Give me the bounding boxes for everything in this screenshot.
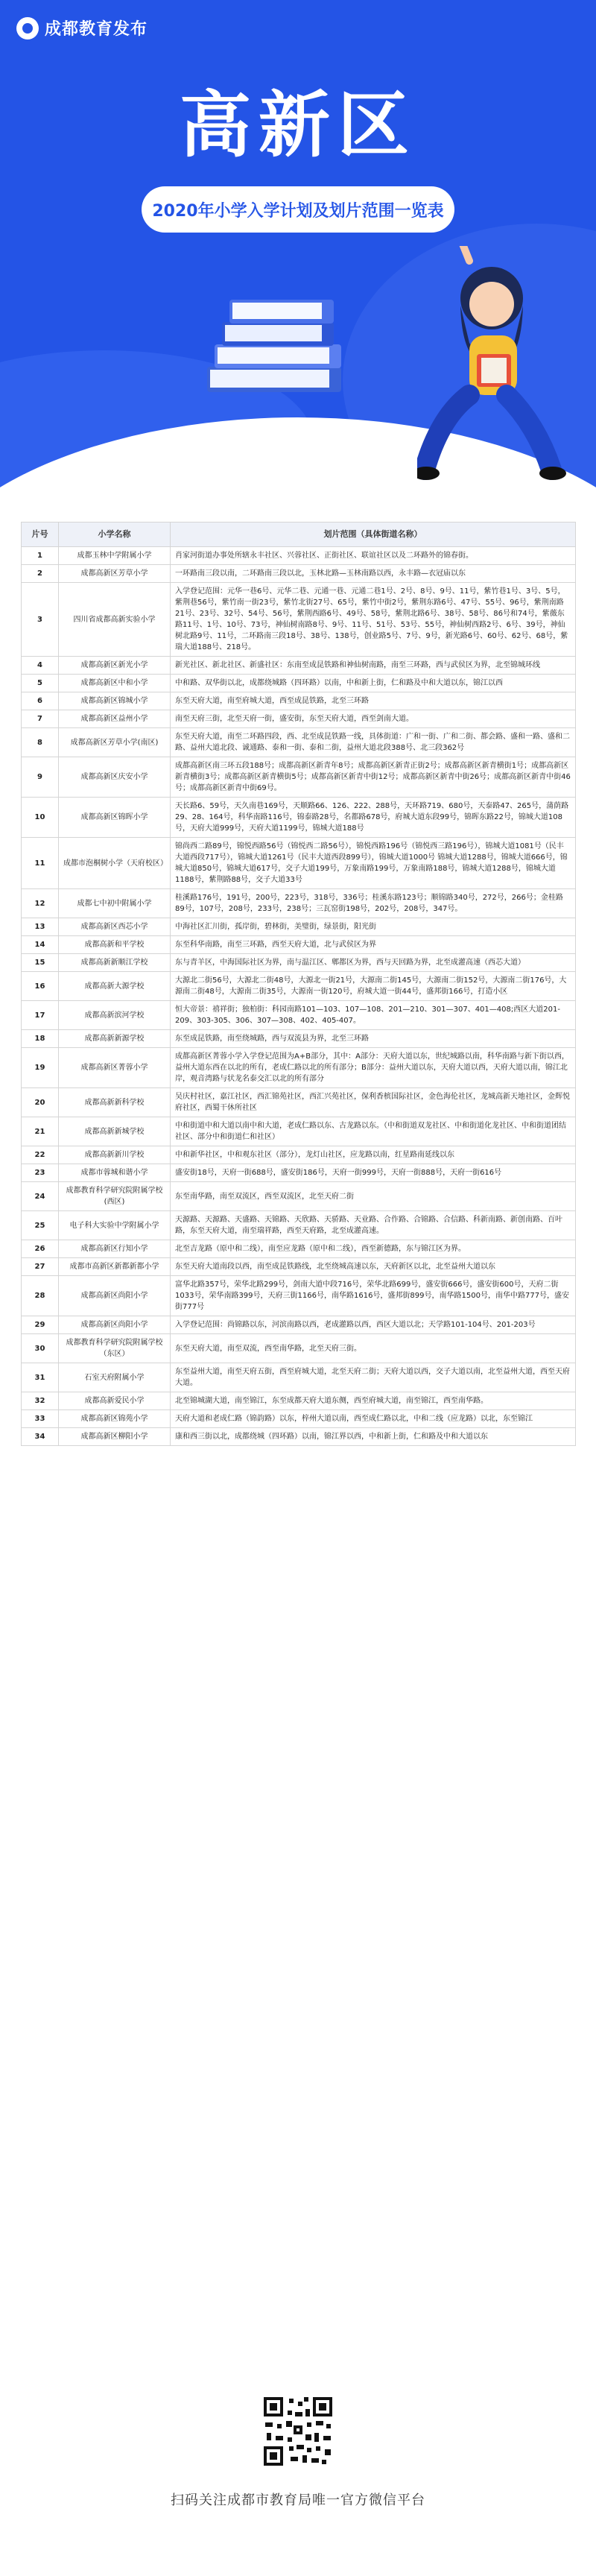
cell-number: 21 xyxy=(22,1117,59,1146)
cell-school-name: 成都高新区尚阳小学 xyxy=(59,1316,171,1334)
table-row xyxy=(22,1428,576,1446)
cell-zoning-range: 东至科华南路，南至三环路，西至天府大道，北与武侯区为界 xyxy=(171,936,576,954)
cell-school-name: 成都高新新城学校 xyxy=(59,1117,171,1146)
cell-school-name: 成都高新和平学校 xyxy=(59,936,171,954)
table-row xyxy=(22,889,576,918)
cell-zoning-range: 北至吉龙路（原中和二线），南至应龙路（原中和二线），西至新德路，东与锦江区为界。 xyxy=(171,1240,576,1258)
table-row xyxy=(22,1146,576,1164)
cell-number: 30 xyxy=(22,1334,59,1363)
cell-school-name: 成都高新区柳阳小学 xyxy=(59,1428,171,1446)
cell-number: 9 xyxy=(22,757,59,798)
cell-number: 13 xyxy=(22,918,59,936)
cell-number: 31 xyxy=(22,1363,59,1392)
cell-school-name: 成都高新区菁蓉小学 xyxy=(59,1048,171,1088)
brand-name: 成都教育发布 xyxy=(45,20,148,39)
cell-school-name: 成都高新区锦城小学 xyxy=(59,692,171,710)
cell-number: 1 xyxy=(22,547,59,565)
cell-zoning-range: 东至天府大道，南至二环路四段，西、北至成昆铁路一线，具体街道：广和一街、广和二街、都会路、盛和一路、盛和二路、益州大道北段、诚通路、泰和一街、泰和二街，益州大道北段388号、北三段362号 xyxy=(171,728,576,757)
cell-school-name: 成都高新区庆安小学 xyxy=(59,757,171,798)
table-row xyxy=(22,954,576,972)
cell-zoning-range: 中和路、双华街以北，成都绕城路（四环路）以南，中和新上街，仁和路及中和大道以东，锦江以西 xyxy=(171,675,576,692)
cell-number: 33 xyxy=(22,1410,59,1428)
table-row xyxy=(22,1392,576,1410)
cell-zoning-range: 入学登记范围：尚锦路以东，河滨南路以西，老成灌路以西，西区大道以北；天学路101-104号、201-203号 xyxy=(171,1316,576,1334)
cell-number: 7 xyxy=(22,710,59,728)
cell-number: 10 xyxy=(22,798,59,838)
cell-zoning-range: 中和街道中和大道以南中和大道，老成仁路以东、古龙路以东。（中和街道双龙社区、中和街道化龙社区、中和街道团结社区、部分中和街道仁和社区） xyxy=(171,1117,576,1146)
cell-school-name: 成都高新区锦晖小学 xyxy=(59,798,171,838)
cell-school-name: 成都高新区芳草小学(南区) xyxy=(59,728,171,757)
table-row xyxy=(22,1363,576,1392)
cell-number: 6 xyxy=(22,692,59,710)
cell-school-name: 成都高新区尚阳小学 xyxy=(59,1276,171,1316)
brand-logo-icon xyxy=(16,17,39,40)
cell-zoning-range: 东至南华路，南至双流区，西至双流区，北至天府二街 xyxy=(171,1182,576,1211)
cell-zoning-range: 盛安街18号，天府一街688号，盛安街186号，天府一街999号，天府一街888号，天府一街616号 xyxy=(171,1164,576,1182)
cell-zoning-range: 成都高新区南三环五段188号；成都高新区新青年8号；成都高新区新青正街2号；成都高新区新青横街1号；成都高新区新青横街3号；成都高新区新青横街5号；成都高新区新青中街12号；成都高新区新青中街26号；成都高新区新青中街46号；成都高新区新青中街69号。 xyxy=(171,757,576,798)
column-header-no: 片号 xyxy=(22,523,59,547)
table-row xyxy=(22,1117,576,1146)
footer-caption: 扫码关注成都市教育局唯一官方微信平台 xyxy=(171,2493,425,2508)
table-row xyxy=(22,1182,576,1211)
books-icon xyxy=(200,292,356,404)
cell-zoning-range: 肖家河街道办事处所辖永丰社区、兴蓉社区、正街社区、联谊社区以及二环路外的锦春街。 xyxy=(171,547,576,565)
table-header-row xyxy=(22,523,576,547)
cell-school-name: 成都市高新区新都新都小学 xyxy=(59,1258,171,1276)
table-row xyxy=(22,1258,576,1276)
cell-number: 4 xyxy=(22,657,59,675)
student-icon xyxy=(417,246,566,484)
cell-number: 12 xyxy=(22,889,59,918)
cell-number: 5 xyxy=(22,675,59,692)
cell-number: 27 xyxy=(22,1258,59,1276)
cell-school-name: 成都高新新川学校 xyxy=(59,1146,171,1164)
cell-number: 26 xyxy=(22,1240,59,1258)
cell-school-name: 成都市蓉城和谐小学 xyxy=(59,1164,171,1182)
cell-zoning-range: 新光社区、新北社区、新盛社区：东南至成昆铁路和神仙树南路，南至三环路，西与武侯区为界，北至锦城环线 xyxy=(171,657,576,675)
cell-zoning-range: 入学登记范围：元华一巷6号、元华二巷、元通一巷、元通二巷1号、2号、8号、9号、11号，紫竹巷1号、3号、5号，紫荆巷56号，紫竹南一街23号，紫竹北街27号、65号，紫竹中街2号，紫荆东路6号、47号、55号、96号，紫荆南路21号、23号、32号、54号、56号，紫荆西路6号、49号、58号，紫荆北路6号、38号、58号、86号和74号，紫薇东路11号、1号、10号、73号，神仙树南路8号、9号、11号、51号、53号、55号，神仙树西路2号、6号、39号，神仙树北路9号、11号，二环路南三段18号、38号、138号，创业路5号、7号、9号，新光路6号、60号、62号、68号，紫瑞大道188号、218号。 xyxy=(171,583,576,657)
table-row xyxy=(22,583,576,657)
table-row xyxy=(22,692,576,710)
cell-zoning-range: 天长路6、59号，天久南巷169号，天顺路66、126、222、288号，天环路719、680号，天泰路47、265号，蒲荫路29、28、164号，科华南路116号，锦泰路28号，名都路678号，府城大道东段99号，锦晖东路22号，锦城大道108号，天府大道999号，天府大道1199号，锦城大道188号 xyxy=(171,798,576,838)
cell-zoning-range: 桂溪路176号，191号，200号，223号，318号，336号；桂溪东路123号；顺锦路340号，272号，266号；金桂路89号，107号，208号，233号，238号；三瓦窑街198号，202号，208号，347号。 xyxy=(171,889,576,918)
cell-zoning-range: 康和西三街以北，成都绕城（四环路）以南，锦江界以西，中和新上街，仁和路及中和大道以东 xyxy=(171,1428,576,1446)
cell-zoning-range: 东至天府大道，南至府城大道，西至成昆铁路，北至三环路 xyxy=(171,692,576,710)
cell-number: 24 xyxy=(22,1182,59,1211)
table-row xyxy=(22,936,576,954)
cell-zoning-range: 大源北二街56号，大源北二街48号，大源北一街21号，大源南二街145号，大源南二街152号，大源南二街176号，大源南二街48号，大源南二街35号，大源南一街120号，府城大道一街44号，盛邦街166号，打造小区 xyxy=(171,972,576,1001)
cell-zoning-range: 天府大道和老成仁路（锦韵路）以东，梓州大道以南，西至成仁路以北，中和二线（应龙路）以北，东至锦江 xyxy=(171,1410,576,1428)
table-row xyxy=(22,1164,576,1182)
cell-school-name: 成都市泡桐树小学（天府校区） xyxy=(59,838,171,889)
cell-number: 32 xyxy=(22,1392,59,1410)
table-row xyxy=(22,1240,576,1258)
table-row xyxy=(22,1001,576,1030)
cell-school-name: 成都高新大源学校 xyxy=(59,972,171,1001)
cell-zoning-range: 北至锦城湖大道，南至锦江，东至成都天府大道东侧，西至府城大道，南至锦江，西至南华路。 xyxy=(171,1392,576,1410)
cell-zoning-range: 东至益州大道，南至天府五街，西至府城大道，北至天府二街；天府大道以西，交子大道以南，北至益州大道，西至天府大道。 xyxy=(171,1363,576,1392)
column-header-school: 小学名称 xyxy=(59,523,171,547)
cell-zoning-range: 恒大帝景：禧祥街；独柏街：科园南路101—103、107—108、201—210、301—307、401—408;西区大道201-209、303-305、306、307—308、402、405-407。 xyxy=(171,1001,576,1030)
column-header-range: 划片范围（具体街道名称） xyxy=(171,523,576,547)
cell-number: 19 xyxy=(22,1048,59,1088)
qr-code[interactable] xyxy=(262,2396,334,2467)
cell-school-name: 成都高新区锦苑小学 xyxy=(59,1410,171,1428)
table-row xyxy=(22,1276,576,1316)
table-row xyxy=(22,1334,576,1363)
cell-school-name: 成都高新区中和小学 xyxy=(59,675,171,692)
cell-school-name: 成都教育科学研究院附属学校(西区) xyxy=(59,1182,171,1211)
cell-number: 17 xyxy=(22,1001,59,1030)
cell-school-name: 成都高新新科学校 xyxy=(59,1088,171,1117)
cell-number: 15 xyxy=(22,954,59,972)
table-row xyxy=(22,972,576,1001)
table-body xyxy=(22,547,576,1446)
table-row xyxy=(22,757,576,798)
cell-number: 28 xyxy=(22,1276,59,1316)
table-row xyxy=(22,1030,576,1048)
cell-school-name: 成都高新新源学校 xyxy=(59,1030,171,1048)
cell-zoning-range: 富华北路357号，荣华北路299号，剑南大道中段716号，荣华北路699号，盛安街666号，盛安街600号，天府二街1033号，荣华南路399号，天府三街1166号，南华路1616号，盛邦街899号，南华路1500号，南华中路777号，盛安街777号 xyxy=(171,1276,576,1316)
cell-number: 11 xyxy=(22,838,59,889)
cell-school-name: 成都高新滨河学校 xyxy=(59,1001,171,1030)
books-illustration xyxy=(200,292,356,404)
cell-school-name: 成都高新区益州小学 xyxy=(59,710,171,728)
cell-school-name: 成都教育科学研究院附属学校（东区） xyxy=(59,1334,171,1363)
qr-code-icon xyxy=(262,2396,334,2467)
table-row xyxy=(22,798,576,838)
cell-school-name: 成都高新区行知小学 xyxy=(59,1240,171,1258)
table-row xyxy=(22,657,576,675)
cell-zoning-range: 南至天府三街，北至天府一街，盛安街，东至天府大道，西至剑南大道。 xyxy=(171,710,576,728)
cell-number: 20 xyxy=(22,1088,59,1117)
cell-zoning-range: 锦尚西二路89号，锦悦西路56号（锦悦西二路56号），锦悦西路196号（锦悦西三路196号），锦城大道1081号（民丰大道西段717号），锦城大道1261号（民丰大道西段899号），锦城大道1000号 锦城大道1288号，锦城大道666号，锦城大道850号，锦城大道617号，交子大道199号，万象南路199号，万象南路188号，锦城大道1288号，锦城大道1188号，紫荆路88号，交子大道33号 xyxy=(171,838,576,889)
cell-zoning-range: 吴庆村社区，嘉江社区，西汇锦苑社区，西汇兴苑社区，保利香槟国际社区，金色海伦社区，龙城高新天地社区，金辉悦府社区，西蜀干休所社区 xyxy=(171,1088,576,1117)
enrollment-table-wrapper xyxy=(21,522,575,1446)
cell-zoning-range: 东至天府大道南段以西，南至成昆铁路线，北至绕城高速以东，天府新区以北，北至益州大道以东 xyxy=(171,1258,576,1276)
cell-zoning-range: 成都高新区菁蓉小学入学登记范围为A+B部分，其中：A部分：天府大道以东，世纪城路以南，科华南路与新下街以西，益州大道东西在以北的所有，老成仁路以北的所有部分；B部分：益州大道以东，天府大道以西，天府大道以南，锦江北岸，观音湾路与状龙名泰交汇以北的所有部分 xyxy=(171,1048,576,1088)
table-row xyxy=(22,838,576,889)
cell-zoning-range: 东至天府大道，南至双流，西至南华路，北至天府三街。 xyxy=(171,1334,576,1363)
cell-school-name: 成都玉林中学附属小学 xyxy=(59,547,171,565)
hero-banner xyxy=(0,0,596,514)
table-row xyxy=(22,918,576,936)
cell-number: 14 xyxy=(22,936,59,954)
cell-zoning-range: 天源路、天源路、天盛路、天锦路、天欣路、天骄路、天业路、合作路、合锦路、合信路、科新南路、新创南路、百叶路，东至天府大道，南至瑞祥路，西至天府路，北至成灌高速。 xyxy=(171,1211,576,1240)
enrollment-table xyxy=(21,522,576,1446)
page-title: 高新区 xyxy=(180,83,416,167)
table-row xyxy=(22,565,576,583)
table-row xyxy=(22,675,576,692)
cell-school-name: 成都高新爱民小学 xyxy=(59,1392,171,1410)
cell-number: 34 xyxy=(22,1428,59,1446)
cell-zoning-range: 一环路南三段以南，二环路南三段以北，玉林北路—玉林南路以西，永丰路—衣冠庙以东 xyxy=(171,565,576,583)
table-row xyxy=(22,1211,576,1240)
table-row xyxy=(22,728,576,757)
page-subtitle: 2020年小学入学计划及划片范围一览表 xyxy=(142,186,454,233)
table-row xyxy=(22,1088,576,1117)
cell-number: 25 xyxy=(22,1211,59,1240)
cell-school-name: 成都高新区新光小学 xyxy=(59,657,171,675)
cell-number: 23 xyxy=(22,1164,59,1182)
cell-zoning-range: 东与青羊区，中海国际社区为界，南与温江区、郫都区为界，西与天回路为界，北至成灌高速（西芯大道） xyxy=(171,954,576,972)
table-row xyxy=(22,1048,576,1088)
cell-number: 3 xyxy=(22,583,59,657)
cell-school-name: 石室天府附属小学 xyxy=(59,1363,171,1392)
table-row xyxy=(22,1316,576,1334)
table-row xyxy=(22,1410,576,1428)
cell-school-name: 电子科大实验中学附属小学 xyxy=(59,1211,171,1240)
cell-school-name: 成都高新新顺江学校 xyxy=(59,954,171,972)
cell-number: 22 xyxy=(22,1146,59,1164)
cell-zoning-range: 中海社区汇川街，孤岸街，碧林街，美璧街，绿景街，阳光街 xyxy=(171,918,576,936)
table-row xyxy=(22,547,576,565)
cell-school-name: 四川省成都高新实验小学 xyxy=(59,583,171,657)
brand xyxy=(16,16,148,40)
cell-school-name: 成都高新区西芯小学 xyxy=(59,918,171,936)
cell-zoning-range: 中和新华社区，中和观东社区（部分），龙灯山社区，应龙路以南，红星路南延线以东 xyxy=(171,1146,576,1164)
table-row xyxy=(22,710,576,728)
cell-number: 16 xyxy=(22,972,59,1001)
cell-school-name: 成都七中初中附属小学 xyxy=(59,889,171,918)
cell-zoning-range: 东至成昆铁路，南至绕城路，西与双流县为界，北至三环路 xyxy=(171,1030,576,1048)
cell-school-name: 成都高新区芳草小学 xyxy=(59,565,171,583)
cell-number: 8 xyxy=(22,728,59,757)
cell-number: 18 xyxy=(22,1030,59,1048)
cell-number: 2 xyxy=(22,565,59,583)
cell-number: 29 xyxy=(22,1316,59,1334)
girl-illustration xyxy=(417,246,566,484)
